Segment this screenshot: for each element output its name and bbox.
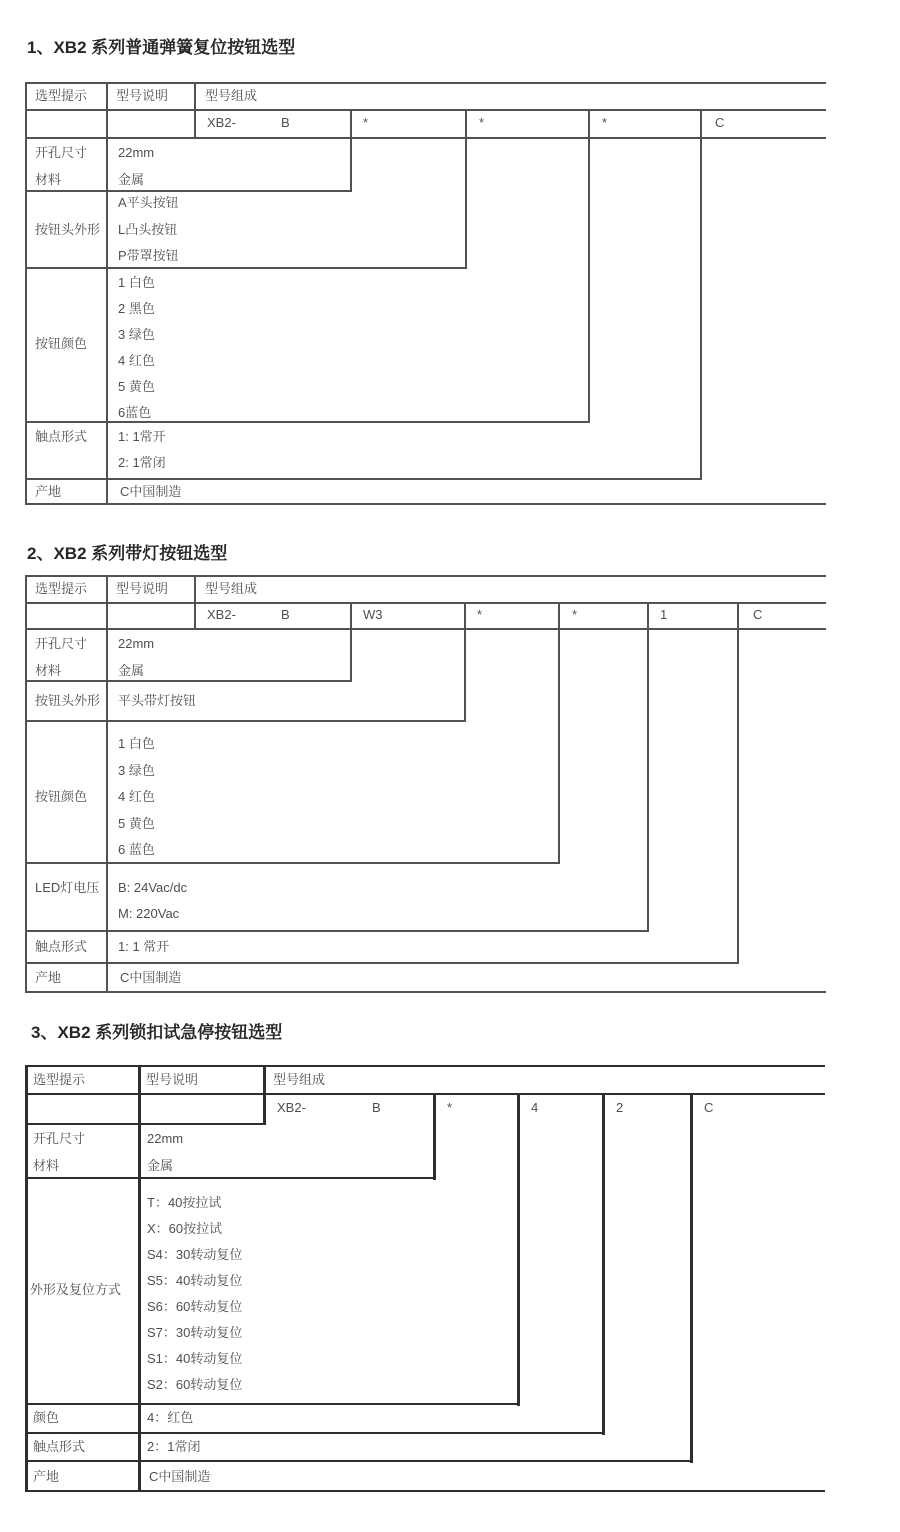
grid-line-v <box>263 1065 266 1125</box>
selection-table-2 <box>25 575 826 993</box>
row-value: 6 蓝色 <box>118 842 155 857</box>
model-cell: XB2- <box>207 607 236 622</box>
grid-line-v <box>194 82 196 139</box>
row-value: T：40按拉试 <box>147 1195 222 1210</box>
row-label: 触点形式 <box>35 429 88 444</box>
row-value: C中国制造 <box>149 1469 211 1484</box>
grid-line-v <box>106 575 108 993</box>
grid-line-h <box>25 1093 825 1095</box>
row-label: 材料 <box>33 1158 60 1173</box>
row-value: 4：红色 <box>147 1410 194 1425</box>
grid-line-h <box>25 720 464 722</box>
grid-line-v <box>350 109 352 192</box>
row-value: 金属 <box>147 1158 174 1173</box>
row-value: 2：1常闭 <box>147 1439 201 1454</box>
row-value: 4 红色 <box>118 353 155 368</box>
row-label: 颜色 <box>33 1410 60 1425</box>
grid-line-v <box>647 602 649 932</box>
row-value: 金属 <box>118 663 145 678</box>
row-label: 材料 <box>35 663 62 678</box>
grid-line-v <box>350 602 352 682</box>
selection-table-3 <box>25 1065 825 1492</box>
grid-line-h <box>25 962 737 964</box>
model-cell: W3 <box>363 607 383 622</box>
row-value: X：60按拉试 <box>147 1221 223 1236</box>
model-cell: XB2- <box>207 115 236 130</box>
grid-line-v <box>558 602 560 864</box>
grid-line-h <box>25 575 826 577</box>
grid-line-v <box>465 109 467 269</box>
grid-line-h <box>25 602 826 604</box>
model-cell: B <box>281 607 290 622</box>
grid-line-h <box>25 1432 602 1434</box>
header-cell: 型号说明 <box>116 88 169 103</box>
row-value: 22mm <box>118 636 155 651</box>
row-label: 开孔尺寸 <box>33 1131 86 1146</box>
grid-line-h <box>25 190 350 192</box>
grid-line-h <box>25 1460 690 1462</box>
model-cell: * <box>479 115 485 130</box>
row-label: 触点形式 <box>35 939 88 954</box>
grid-line-v <box>602 1093 605 1435</box>
row-value: 4 红色 <box>118 789 155 804</box>
row-value: 22mm <box>118 145 155 160</box>
header-cell: 型号说明 <box>116 581 169 596</box>
row-value: C中国制造 <box>120 484 182 499</box>
header-cell: 型号组成 <box>273 1072 326 1087</box>
grid-line-v <box>25 82 27 505</box>
grid-line-h <box>25 1403 517 1405</box>
grid-line-v <box>194 575 196 630</box>
model-cell: * <box>363 115 369 130</box>
grid-line-h <box>25 109 826 111</box>
model-cell: 2 <box>616 1100 624 1115</box>
model-cell: 4 <box>531 1100 539 1115</box>
header-cell: 型号组成 <box>205 88 258 103</box>
grid-line-h <box>25 930 647 932</box>
row-value: 5 黄色 <box>118 379 155 394</box>
grid-line-v <box>138 1065 141 1492</box>
row-label: 按钮颜色 <box>35 789 88 804</box>
row-value: M: 220Vac <box>118 906 180 921</box>
row-value: S7：30转动复位 <box>147 1325 243 1340</box>
section-title: 3、XB2 系列锁扣试急停按钮选型 <box>31 1023 283 1042</box>
row-value: 平头带灯按钮 <box>118 693 197 708</box>
row-value: 5 黄色 <box>118 816 155 831</box>
selection-table-1 <box>25 82 826 505</box>
grid-line-h <box>25 421 588 423</box>
row-value: P带罩按钮 <box>118 248 179 263</box>
grid-line-v <box>25 1065 28 1492</box>
row-value: 金属 <box>118 172 145 187</box>
row-label: LED灯电压 <box>35 880 100 895</box>
model-cell: 1 <box>660 607 668 622</box>
grid-line-h <box>25 1490 825 1492</box>
row-value: S5：40转动复位 <box>147 1273 243 1288</box>
grid-line-v <box>737 602 739 964</box>
row-label: 开孔尺寸 <box>35 636 88 651</box>
grid-line-v <box>517 1093 520 1406</box>
grid-line-v <box>25 575 27 993</box>
grid-line-h <box>25 137 826 139</box>
row-value: S2：60转动复位 <box>147 1377 243 1392</box>
row-label: 外形及复位方式 <box>30 1282 122 1297</box>
model-cell: C <box>753 607 763 622</box>
row-value: 6蓝色 <box>118 405 152 420</box>
row-label: 产地 <box>33 1469 60 1484</box>
row-value: S4：30转动复位 <box>147 1247 243 1262</box>
row-value: 1: 1 常开 <box>118 939 170 954</box>
grid-line-h <box>25 680 350 682</box>
row-label: 按钮头外形 <box>35 693 101 708</box>
row-value: 2 黑色 <box>118 301 155 316</box>
row-label: 按钮头外形 <box>35 222 101 237</box>
model-cell: C <box>715 115 725 130</box>
grid-line-v <box>464 602 466 722</box>
model-cell: C <box>704 1100 714 1115</box>
model-cell: B <box>281 115 290 130</box>
grid-line-h <box>25 503 826 505</box>
grid-line-h <box>25 991 826 993</box>
model-cell: B <box>372 1100 381 1115</box>
grid-line-h <box>25 628 826 630</box>
header-cell: 选型提示 <box>35 581 88 596</box>
row-value: 1 白色 <box>118 736 155 751</box>
header-cell: 选型提示 <box>33 1072 86 1087</box>
row-value: S6：60转动复位 <box>147 1299 243 1314</box>
section-title: 1、XB2 系列普通弹簧复位按钮选型 <box>27 38 296 57</box>
grid-line-h <box>25 1177 433 1179</box>
row-value: A平头按钮 <box>118 195 179 210</box>
model-cell: XB2- <box>277 1100 306 1115</box>
row-value: 3 绿色 <box>118 763 155 778</box>
grid-line-h <box>25 267 465 269</box>
header-cell: 型号说明 <box>146 1072 199 1087</box>
row-value: S1：40转动复位 <box>147 1351 243 1366</box>
grid-line-v <box>106 82 108 505</box>
row-value: C中国制造 <box>120 970 182 985</box>
row-value: L凸头按钮 <box>118 222 178 237</box>
model-cell: * <box>447 1100 453 1115</box>
row-label: 触点形式 <box>33 1439 86 1454</box>
row-value: 1 白色 <box>118 275 155 290</box>
row-value: 22mm <box>147 1131 184 1146</box>
grid-line-v <box>588 109 590 423</box>
row-value: 1: 1常开 <box>118 429 166 444</box>
row-label: 按钮颜色 <box>35 336 88 351</box>
grid-line-h <box>25 478 700 480</box>
grid-line-h <box>25 82 826 84</box>
model-cell: * <box>572 607 578 622</box>
grid-line-v <box>433 1093 436 1180</box>
grid-line-h <box>25 1065 825 1067</box>
row-value: 2: 1常闭 <box>118 455 166 470</box>
row-value: B: 24Vac/dc <box>118 880 188 895</box>
row-label: 产地 <box>35 970 62 985</box>
header-cell: 选型提示 <box>35 88 88 103</box>
row-value: 3 绿色 <box>118 327 155 342</box>
grid-line-v <box>690 1093 693 1463</box>
section-title: 2、XB2 系列带灯按钮选型 <box>27 544 228 563</box>
row-label: 产地 <box>35 484 62 499</box>
grid-line-h <box>25 862 558 864</box>
model-cell: * <box>602 115 608 130</box>
model-cell: * <box>477 607 483 622</box>
grid-line-v <box>700 109 702 480</box>
header-cell: 型号组成 <box>205 581 258 596</box>
row-label: 开孔尺寸 <box>35 145 88 160</box>
grid-line-h <box>25 1123 263 1125</box>
row-label: 材料 <box>35 172 62 187</box>
